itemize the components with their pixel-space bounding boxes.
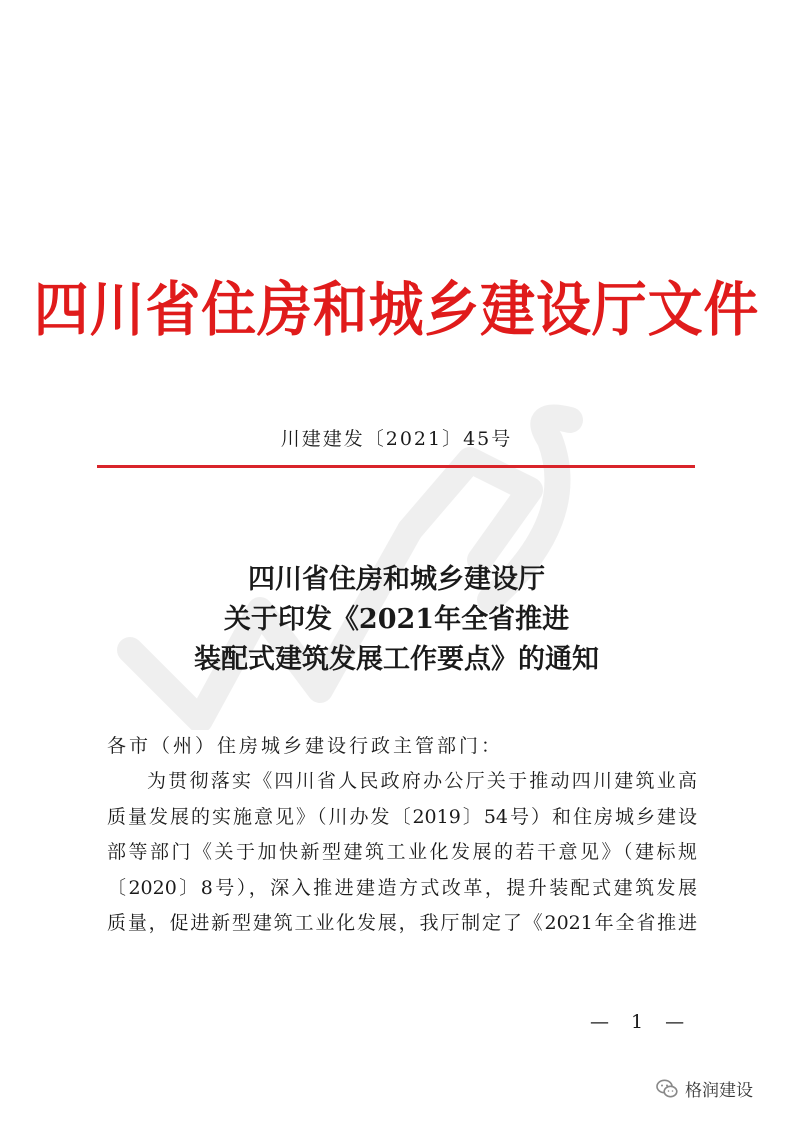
- notice-title-line: 关于印发《2021年全省推进: [223, 604, 570, 635]
- red-divider-line: [97, 465, 695, 468]
- document-number: 川建建发〔2021〕45号: [280, 428, 513, 450]
- brand-watermark[interactable]: [655, 1076, 753, 1101]
- body-line: 为贯彻落实《四川省人民政府办公厅关于推动四川建筑业高: [147, 770, 697, 792]
- page-number: — 1 —: [590, 1011, 693, 1033]
- notice-title-line: 装配式建筑发展工作要点》的通知: [194, 644, 599, 675]
- body-line: 部等部门《关于加快新型建筑工业化发展的若干意见》（建标规: [107, 841, 697, 863]
- brand-name: 格润建设: [685, 1081, 753, 1101]
- recipient-line: 各市（州）住房城乡建设行政主管部门：: [107, 735, 504, 757]
- notice-title-line: 四川省住房和城乡建设厅: [248, 564, 545, 595]
- body-line: 质量发展的实施意见》（川办发〔2019〕54号）和住房城乡建设: [107, 805, 697, 828]
- body-paragraph: [107, 764, 697, 942]
- wechat-icon: [655, 1077, 679, 1101]
- body-line: 〔2020〕8号），深入推进建造方式改革，提升装配式建筑发展: [107, 876, 697, 899]
- notice-title: [0, 560, 793, 680]
- body-line: 质量，促进新型建筑工业化发展，我厅制定了《2021年全省推进: [107, 912, 697, 934]
- issuer-title: 四川省住房和城乡建设厅文件: [33, 275, 760, 344]
